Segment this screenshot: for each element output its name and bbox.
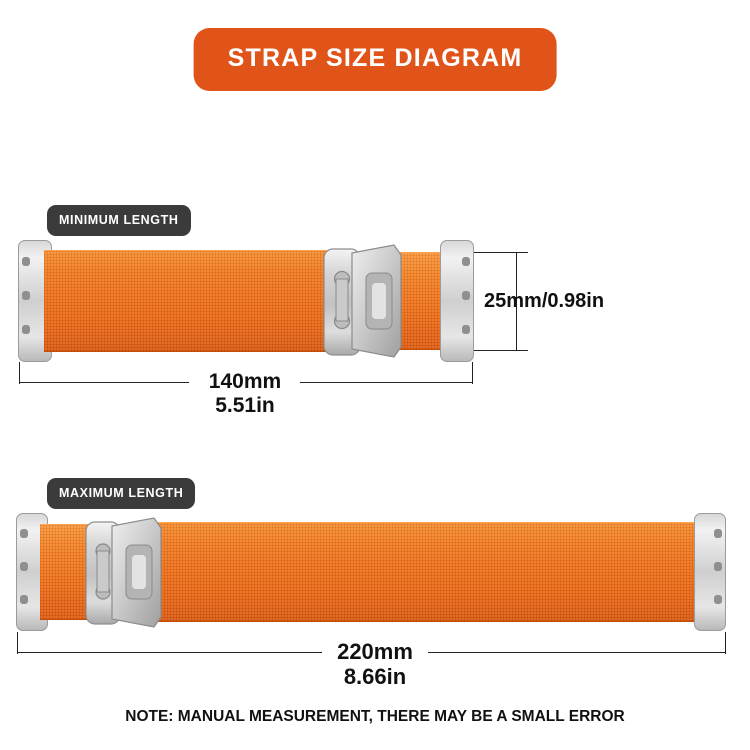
width-tick-bottom <box>504 350 528 351</box>
minimum-length-tag: MINIMUM LENGTH <box>47 205 191 236</box>
woven-band-main <box>44 250 334 352</box>
max-length-extension-right <box>725 632 726 654</box>
lug-notch-icon <box>714 562 722 571</box>
metal-buckle <box>322 243 404 361</box>
lug-notch-icon <box>462 257 470 266</box>
max-length-dimension-line-right <box>428 652 726 653</box>
width-tick-top <box>504 252 528 253</box>
lug-notch-icon <box>20 562 28 571</box>
lug-notch-icon <box>20 595 28 604</box>
lug-notch-icon <box>462 325 470 334</box>
lug-notch-icon <box>20 529 28 538</box>
max-length-in: 8.66in <box>343 663 407 689</box>
measurement-note: NOTE: MANUAL MEASUREMENT, THERE MAY BE A SMALL ERROR <box>125 708 625 725</box>
max-length-dimension-line-left <box>17 652 322 653</box>
min-length-extension-right <box>472 362 473 384</box>
min-length-extension-left <box>19 362 20 384</box>
max-length-extension-left <box>17 632 18 654</box>
lug-connector-right <box>694 513 726 631</box>
lug-notch-icon <box>22 325 30 334</box>
max-length-mm: 220mm <box>337 639 413 664</box>
lug-notch-icon <box>462 291 470 300</box>
min-length-mm: 140mm <box>208 370 282 393</box>
page-title: STRAP SIZE DIAGRAM <box>194 28 557 91</box>
lug-notch-icon <box>714 529 722 538</box>
min-length-in: 5.51in <box>215 393 275 417</box>
lug-notch-icon <box>22 257 30 266</box>
lug-notch-icon <box>714 595 722 604</box>
min-length-label <box>150 370 340 417</box>
width-dimension-label: 25mm/0.98in <box>484 290 605 312</box>
metal-buckle <box>84 516 164 630</box>
woven-band-main <box>152 522 700 622</box>
max-length-label <box>282 640 468 689</box>
lug-connector-right <box>440 240 474 362</box>
lug-notch-icon <box>22 291 30 300</box>
maximum-length-tag: MAXIMUM LENGTH <box>47 478 195 509</box>
